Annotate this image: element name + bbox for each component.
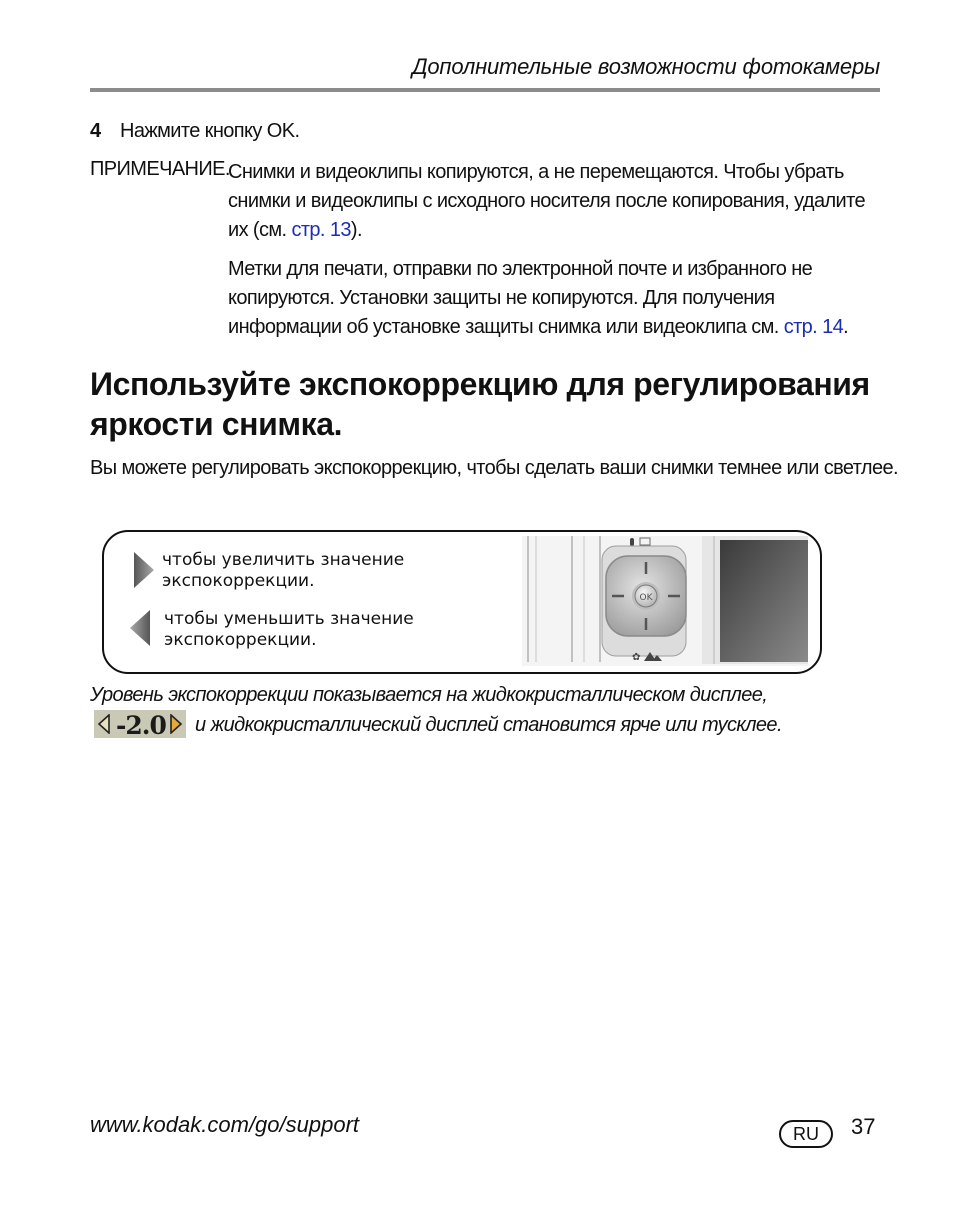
note-paragraph-2 — [228, 255, 888, 342]
exposure-value-indicator — [94, 710, 186, 738]
note-body — [228, 158, 888, 342]
increase-label — [162, 550, 404, 592]
step-number: 4 — [90, 120, 101, 142]
section-body: Вы можете регулировать экспокоррекцию, чтобы сделать ваши снимки темнее или светлее. — [90, 457, 898, 479]
ev-right-arrow-icon — [169, 714, 183, 734]
ev-left-arrow-icon — [97, 714, 111, 734]
decrease-line-2: экспокоррекции. — [164, 630, 317, 650]
exposure-illustration-panel — [102, 530, 822, 674]
note-p1-text: Снимки и видеоклипы копируются, а не перемещаются. Чтобы убрать снимки и видеоклипы с исходного носителя после копирования, удалите их (см. — [228, 161, 865, 241]
header-rule — [90, 88, 880, 92]
decrease-line-1: чтобы уменьшить значение — [164, 609, 414, 629]
footer-url: www.kodak.com/go/support — [90, 1112, 360, 1137]
svg-text:✿: ✿ — [632, 652, 641, 663]
running-header: Дополнительные возможности фотокамеры — [412, 54, 880, 79]
caption-after: и жидкокристаллический дисплей становится ярче или тусклее. — [194, 714, 782, 736]
ok-button-label: OK — [639, 593, 653, 603]
page-14-link[interactable]: стр. 14 — [783, 316, 844, 338]
caption — [90, 680, 850, 740]
caption-before: Уровень экспокоррекции показывается на жидкокристаллическом дисплее, — [90, 684, 768, 706]
increase-line-2: экспокоррекции. — [162, 571, 315, 591]
note-p2-text: Метки для печати, отправки по электронной почте и избранного не копируются. Установки защиты не копируются. Для получения информации об установке защиты снимка или видеоклипа см. — [228, 258, 813, 338]
note-label: ПРИМЕЧАНИЕ. — [90, 158, 230, 180]
right-arrow-icon — [134, 552, 156, 588]
language-badge: RU — [779, 1120, 833, 1148]
exposure-value: -2.0 — [116, 710, 166, 740]
note-p1-end: ). — [350, 219, 362, 241]
page-number: 37 — [851, 1114, 876, 1139]
left-arrow-icon — [130, 610, 152, 646]
step-text: Нажмите кнопку OK. — [120, 120, 300, 142]
section-heading: Используйте экспокоррекцию для регулирования яркости снимка. — [90, 366, 870, 442]
increase-line-1: чтобы увеличить значение — [162, 550, 405, 570]
note-paragraph-1 — [228, 158, 888, 245]
decrease-label — [164, 609, 414, 651]
camera-back-illustration — [522, 536, 808, 666]
page-13-link[interactable]: стр. 13 — [291, 219, 351, 241]
note-p2-end: . — [843, 316, 849, 338]
